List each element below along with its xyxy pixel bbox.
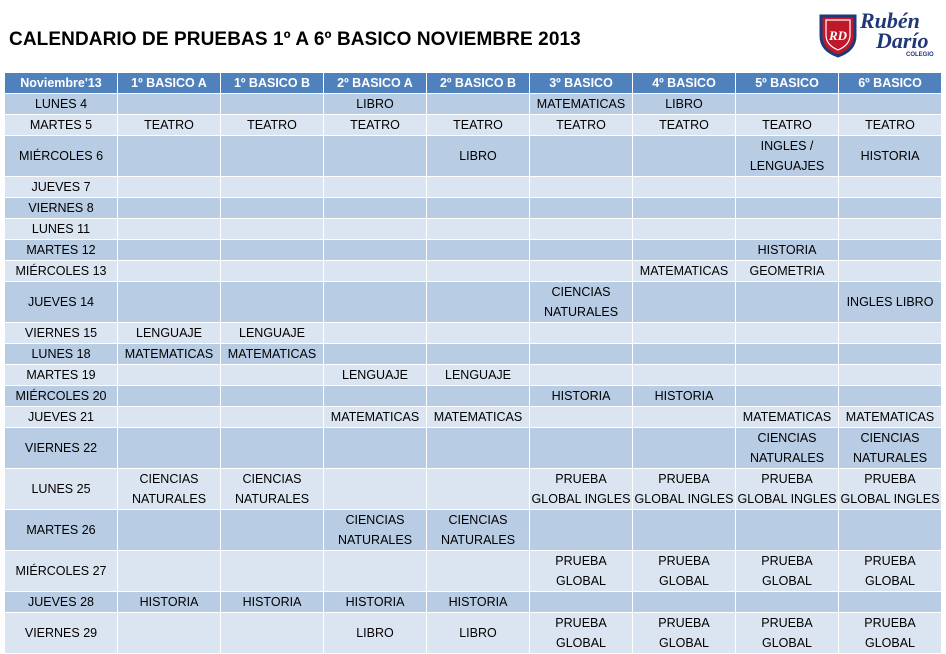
exam-cell [839, 386, 942, 407]
exam-cell: CIENCIAS NATURALES [839, 428, 942, 469]
exam-cell [118, 94, 221, 115]
exam-cell: LENGUAJE [324, 365, 427, 386]
table-row [5, 428, 942, 469]
exam-cell [633, 219, 736, 240]
exam-cell: INGLES / LENGUAJES [736, 136, 839, 177]
exam-cell [427, 428, 530, 469]
table-row [5, 510, 942, 551]
exam-cell [221, 94, 324, 115]
exam-cell [118, 407, 221, 428]
exam-cell [633, 407, 736, 428]
exam-cell [530, 407, 633, 428]
exam-cell [633, 344, 736, 365]
exam-cell: HISTORIA [324, 592, 427, 613]
table-row [5, 115, 942, 136]
exam-cell [839, 94, 942, 115]
exam-cell: MATEMATICAS [839, 407, 942, 428]
exam-cell [324, 240, 427, 261]
table-row [5, 323, 942, 344]
exam-cell [530, 177, 633, 198]
column-header: 6º BASICO [839, 73, 942, 94]
exam-cell [324, 261, 427, 282]
exam-cell [427, 282, 530, 323]
day-cell: MARTES 12 [5, 240, 118, 261]
table-row [5, 592, 942, 613]
exam-cell [530, 344, 633, 365]
exam-cell [427, 469, 530, 510]
table-row [5, 282, 942, 323]
day-cell: MIÉRCOLES 27 [5, 551, 118, 592]
exam-cell [324, 428, 427, 469]
exam-cell [633, 282, 736, 323]
exam-cell [530, 323, 633, 344]
table-row [5, 240, 942, 261]
exam-cell: TEATRO [530, 115, 633, 136]
exam-cell [736, 365, 839, 386]
exam-cell [736, 282, 839, 323]
exam-cell [118, 177, 221, 198]
exam-cell [427, 551, 530, 592]
exam-cell [118, 282, 221, 323]
exam-cell [221, 510, 324, 551]
exam-cell [427, 198, 530, 219]
day-cell: VIERNES 15 [5, 323, 118, 344]
exam-cell [118, 613, 221, 654]
exam-cell [633, 198, 736, 219]
exam-cell [221, 219, 324, 240]
exam-cell [530, 219, 633, 240]
table-row [5, 94, 942, 115]
exam-cell [530, 261, 633, 282]
logo-name-1: Rubén [860, 8, 920, 33]
exam-cell: HISTORIA [221, 592, 324, 613]
column-header: 1º BASICO A [118, 73, 221, 94]
exam-cell: PRUEBA GLOBAL INGLES [736, 469, 839, 510]
table-row [5, 344, 942, 365]
exam-cell: CIENCIAS NATURALES [427, 510, 530, 551]
column-header: 3º BASICO [530, 73, 633, 94]
exam-cell [633, 510, 736, 551]
day-cell: MARTES 19 [5, 365, 118, 386]
table-row [5, 198, 942, 219]
exam-cell [221, 386, 324, 407]
exam-cell: MATEMATICAS [221, 344, 324, 365]
exam-cell: MATEMATICAS [530, 94, 633, 115]
exam-cell: TEATRO [427, 115, 530, 136]
exam-cell: PRUEBA GLOBAL [530, 613, 633, 654]
exam-cell [633, 592, 736, 613]
exam-cell [324, 198, 427, 219]
exam-cell: CIENCIAS NATURALES [736, 428, 839, 469]
exam-cell [839, 261, 942, 282]
day-cell: VIERNES 29 [5, 613, 118, 654]
exam-cell: PRUEBA GLOBAL [839, 551, 942, 592]
exam-cell: LIBRO [324, 613, 427, 654]
exam-cell [427, 94, 530, 115]
exam-cell: TEATRO [324, 115, 427, 136]
day-cell: MARTES 5 [5, 115, 118, 136]
exam-calendar-table [4, 72, 942, 654]
exam-cell [427, 386, 530, 407]
exam-cell [736, 219, 839, 240]
exam-cell: CIENCIAS NATURALES [530, 282, 633, 323]
exam-cell: CIENCIAS NATURALES [324, 510, 427, 551]
exam-cell [530, 510, 633, 551]
exam-cell [324, 323, 427, 344]
column-header: 2º BASICO B [427, 73, 530, 94]
exam-cell: PRUEBA GLOBAL [736, 551, 839, 592]
exam-cell [633, 240, 736, 261]
exam-cell: HISTORIA [736, 240, 839, 261]
exam-cell: HISTORIA [118, 592, 221, 613]
exam-cell: HISTORIA [633, 386, 736, 407]
exam-cell [736, 386, 839, 407]
exam-cell [221, 261, 324, 282]
logo-subtitle: COLEGIO [906, 52, 934, 58]
exam-cell [427, 323, 530, 344]
exam-cell: PRUEBA GLOBAL INGLES [633, 469, 736, 510]
day-cell: VIERNES 8 [5, 198, 118, 219]
exam-cell [118, 428, 221, 469]
exam-cell [221, 365, 324, 386]
exam-cell: CIENCIAS NATURALES [221, 469, 324, 510]
exam-cell: LENGUAJE [427, 365, 530, 386]
exam-cell [839, 365, 942, 386]
exam-cell: PRUEBA GLOBAL INGLES [530, 469, 633, 510]
exam-cell: LIBRO [427, 613, 530, 654]
exam-cell [324, 386, 427, 407]
exam-cell [633, 428, 736, 469]
exam-cell: LIBRO [324, 94, 427, 115]
exam-cell [221, 198, 324, 219]
exam-cell [324, 344, 427, 365]
exam-cell [839, 240, 942, 261]
exam-cell [118, 386, 221, 407]
exam-cell: PRUEBA GLOBAL [633, 613, 736, 654]
logo-monogram: RD [828, 28, 848, 43]
exam-cell [118, 240, 221, 261]
exam-cell [324, 136, 427, 177]
exam-cell [736, 198, 839, 219]
exam-cell [530, 240, 633, 261]
exam-cell [839, 219, 942, 240]
exam-cell [118, 510, 221, 551]
exam-cell [221, 136, 324, 177]
exam-cell: MATEMATICAS [633, 261, 736, 282]
exam-cell [221, 613, 324, 654]
exam-cell: TEATRO [633, 115, 736, 136]
exam-cell [530, 136, 633, 177]
exam-cell: MATEMATICAS [427, 407, 530, 428]
exam-cell: PRUEBA GLOBAL INGLES [839, 469, 942, 510]
exam-cell [839, 177, 942, 198]
exam-cell: MATEMATICAS [324, 407, 427, 428]
exam-cell [736, 94, 839, 115]
exam-cell [633, 177, 736, 198]
table-row [5, 136, 942, 177]
exam-cell [118, 365, 221, 386]
exam-cell [221, 240, 324, 261]
table-row [5, 219, 942, 240]
exam-cell: MATEMATICAS [118, 344, 221, 365]
day-cell: LUNES 11 [5, 219, 118, 240]
exam-cell: TEATRO [118, 115, 221, 136]
table-row [5, 551, 942, 592]
day-cell: MARTES 26 [5, 510, 118, 551]
exam-cell [530, 428, 633, 469]
day-cell: MIÉRCOLES 20 [5, 386, 118, 407]
exam-cell [221, 177, 324, 198]
exam-cell: HISTORIA [530, 386, 633, 407]
exam-cell [736, 177, 839, 198]
exam-cell: PRUEBA GLOBAL [736, 613, 839, 654]
logo-name-2: Darío [876, 28, 929, 53]
exam-cell: LIBRO [427, 136, 530, 177]
exam-cell: TEATRO [736, 115, 839, 136]
exam-cell [221, 407, 324, 428]
exam-cell [839, 344, 942, 365]
exam-cell [427, 261, 530, 282]
exam-cell [324, 177, 427, 198]
day-cell: JUEVES 28 [5, 592, 118, 613]
exam-cell [221, 282, 324, 323]
table-row [5, 469, 942, 510]
exam-cell [530, 365, 633, 386]
exam-cell [839, 510, 942, 551]
day-cell: VIERNES 22 [5, 428, 118, 469]
exam-cell [118, 551, 221, 592]
exam-cell: TEATRO [221, 115, 324, 136]
exam-cell: PRUEBA GLOBAL [530, 551, 633, 592]
exam-cell [118, 136, 221, 177]
exam-cell [118, 261, 221, 282]
exam-cell [427, 240, 530, 261]
day-cell: MIÉRCOLES 6 [5, 136, 118, 177]
exam-cell: PRUEBA GLOBAL [633, 551, 736, 592]
exam-cell [839, 323, 942, 344]
day-cell: JUEVES 21 [5, 407, 118, 428]
table-row [5, 261, 942, 282]
exam-cell [736, 592, 839, 613]
exam-cell [118, 219, 221, 240]
exam-cell: HISTORIA [839, 136, 942, 177]
exam-cell [324, 219, 427, 240]
exam-cell: LENGUAJE [221, 323, 324, 344]
day-cell: JUEVES 7 [5, 177, 118, 198]
exam-cell [839, 198, 942, 219]
exam-cell [324, 282, 427, 323]
day-cell: LUNES 25 [5, 469, 118, 510]
table-header-row [5, 73, 942, 94]
exam-cell [530, 198, 633, 219]
exam-cell [839, 592, 942, 613]
exam-cell: LENGUAJE [118, 323, 221, 344]
exam-cell [633, 365, 736, 386]
exam-cell [427, 344, 530, 365]
school-logo [818, 10, 936, 60]
table-row [5, 177, 942, 198]
shield-icon [818, 12, 858, 58]
exam-cell [221, 428, 324, 469]
exam-cell: CIENCIAS NATURALES [118, 469, 221, 510]
exam-cell: TEATRO [839, 115, 942, 136]
table-row [5, 407, 942, 428]
exam-cell [221, 551, 324, 592]
exam-cell [736, 510, 839, 551]
table-row [5, 613, 942, 654]
exam-cell [427, 219, 530, 240]
exam-cell: LIBRO [633, 94, 736, 115]
exam-cell [736, 344, 839, 365]
exam-cell: INGLES LIBRO [839, 282, 942, 323]
day-cell: LUNES 4 [5, 94, 118, 115]
table-row [5, 386, 942, 407]
exam-cell: GEOMETRIA [736, 261, 839, 282]
column-header: 1º BASICO B [221, 73, 324, 94]
exam-cell [736, 323, 839, 344]
exam-cell: HISTORIA [427, 592, 530, 613]
exam-cell [633, 136, 736, 177]
exam-cell [324, 469, 427, 510]
day-cell: JUEVES 14 [5, 282, 118, 323]
exam-cell: MATEMATICAS [736, 407, 839, 428]
page-title: CALENDARIO DE PRUEBAS 1º A 6º BASICO NOVIEMBRE 2013 [9, 29, 581, 50]
column-header: 2º BASICO A [324, 73, 427, 94]
exam-cell [530, 592, 633, 613]
exam-cell: PRUEBA GLOBAL [839, 613, 942, 654]
column-header: 4º BASICO [633, 73, 736, 94]
exam-cell [427, 177, 530, 198]
table-row [5, 365, 942, 386]
exam-cell [118, 198, 221, 219]
exam-cell [324, 551, 427, 592]
exam-cell [633, 323, 736, 344]
column-header: Noviembre'13 [5, 73, 118, 94]
column-header: 5º BASICO [736, 73, 839, 94]
day-cell: MIÉRCOLES 13 [5, 261, 118, 282]
day-cell: LUNES 18 [5, 344, 118, 365]
